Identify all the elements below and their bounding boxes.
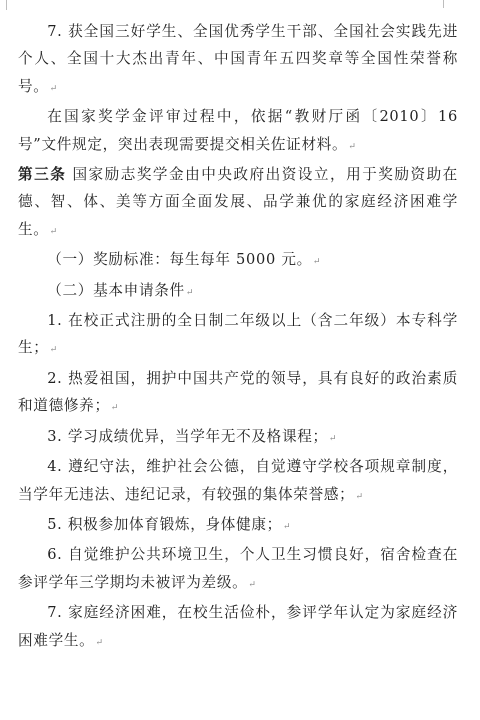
paragraph-basic-conditions[interactable] xyxy=(18,277,458,307)
paragraph-condition-6[interactable] xyxy=(18,541,458,599)
paragraph-mark-icon: ↵ xyxy=(185,287,194,298)
page-corner-mark-right xyxy=(443,0,454,8)
paragraph-mark-icon: ↵ xyxy=(328,433,337,444)
paragraph-mark-icon: ↵ xyxy=(95,637,104,648)
document-body[interactable] xyxy=(18,18,458,657)
paragraph-mark-icon: ↵ xyxy=(110,403,119,414)
paragraph-condition-3[interactable] xyxy=(18,423,458,453)
paragraph-text: 在国家奖学金评审过程中，依据“教财厅函〔2010〕16号”文件规定，突出表现需要提交相关佐证材料。 xyxy=(18,108,458,153)
paragraph-text: （一）奖励标准：每生每年 5000 元。 xyxy=(47,251,312,269)
paragraph-text: 6. 自觉维护公共环境卫生，个人卫生习惯良好，宿舍检查在参评学年三学期均未被评为差级。 xyxy=(18,546,458,591)
paragraph-text: 国家励志奖学金由中央政府出资设立，用于奖励资助在德、智、体、美等方面全面发展、品学兼优的家庭经济困难学生。 xyxy=(18,166,458,238)
page-corner-mark-left xyxy=(0,0,7,10)
paragraph-mark-icon: ↵ xyxy=(355,491,364,502)
paragraph-condition-4[interactable] xyxy=(18,453,458,511)
paragraph-article-three[interactable] xyxy=(18,161,458,246)
paragraph-condition-1[interactable] xyxy=(18,307,458,365)
paragraph-mark-icon: ↵ xyxy=(248,579,256,590)
paragraph-condition-2[interactable] xyxy=(18,365,458,423)
paragraph-mark-icon: ↵ xyxy=(49,226,58,237)
paragraph-mark-icon: ↵ xyxy=(49,345,58,356)
paragraph-award-standard[interactable] xyxy=(18,246,458,276)
paragraph-condition-5[interactable] xyxy=(18,511,458,541)
paragraph-text: 1. 在校正式注册的全日制二年级以上（含二年级）本专科学生； xyxy=(18,312,458,357)
paragraph-text: 3. 学习成绩优异，当学年无不及格课程； xyxy=(47,427,328,445)
paragraph-mark-icon: ↵ xyxy=(348,141,356,152)
paragraph-text: 4. 遵纪守法，维护社会公德，自觉遵守学校各项规章制度，当学年无违法、违纪记录，有较强的集体荣誉感； xyxy=(18,458,458,503)
paragraph-text: 7. 获全国三好学生、全国优秀学生干部、全国社会实践先进个人、全国十大杰出青年、中国青年五四奖章等全国性荣誉称号。 xyxy=(18,23,458,95)
article-heading: 第三条 xyxy=(18,166,67,184)
paragraph-mark-icon: ↵ xyxy=(282,521,291,532)
paragraph-honor-titles[interactable] xyxy=(18,18,458,103)
paragraph-condition-7[interactable] xyxy=(18,599,458,657)
paragraph-mark-icon: ↵ xyxy=(49,83,58,94)
paragraph-mark-icon: ↵ xyxy=(312,257,321,268)
paragraph-evidence-materials[interactable] xyxy=(18,103,458,161)
paragraph-text: （二）基本申请条件 xyxy=(47,281,185,299)
paragraph-text: 7. 家庭经济困难，在校生活俭朴，参评学年认定为家庭经济困难学生。 xyxy=(18,604,458,649)
paragraph-text: 2. 热爱祖国，拥护中国共产党的领导，具有良好的政治素质和道德修养； xyxy=(18,369,458,415)
paragraph-text: 5. 积极参加体育锻炼，身体健康； xyxy=(47,515,282,533)
